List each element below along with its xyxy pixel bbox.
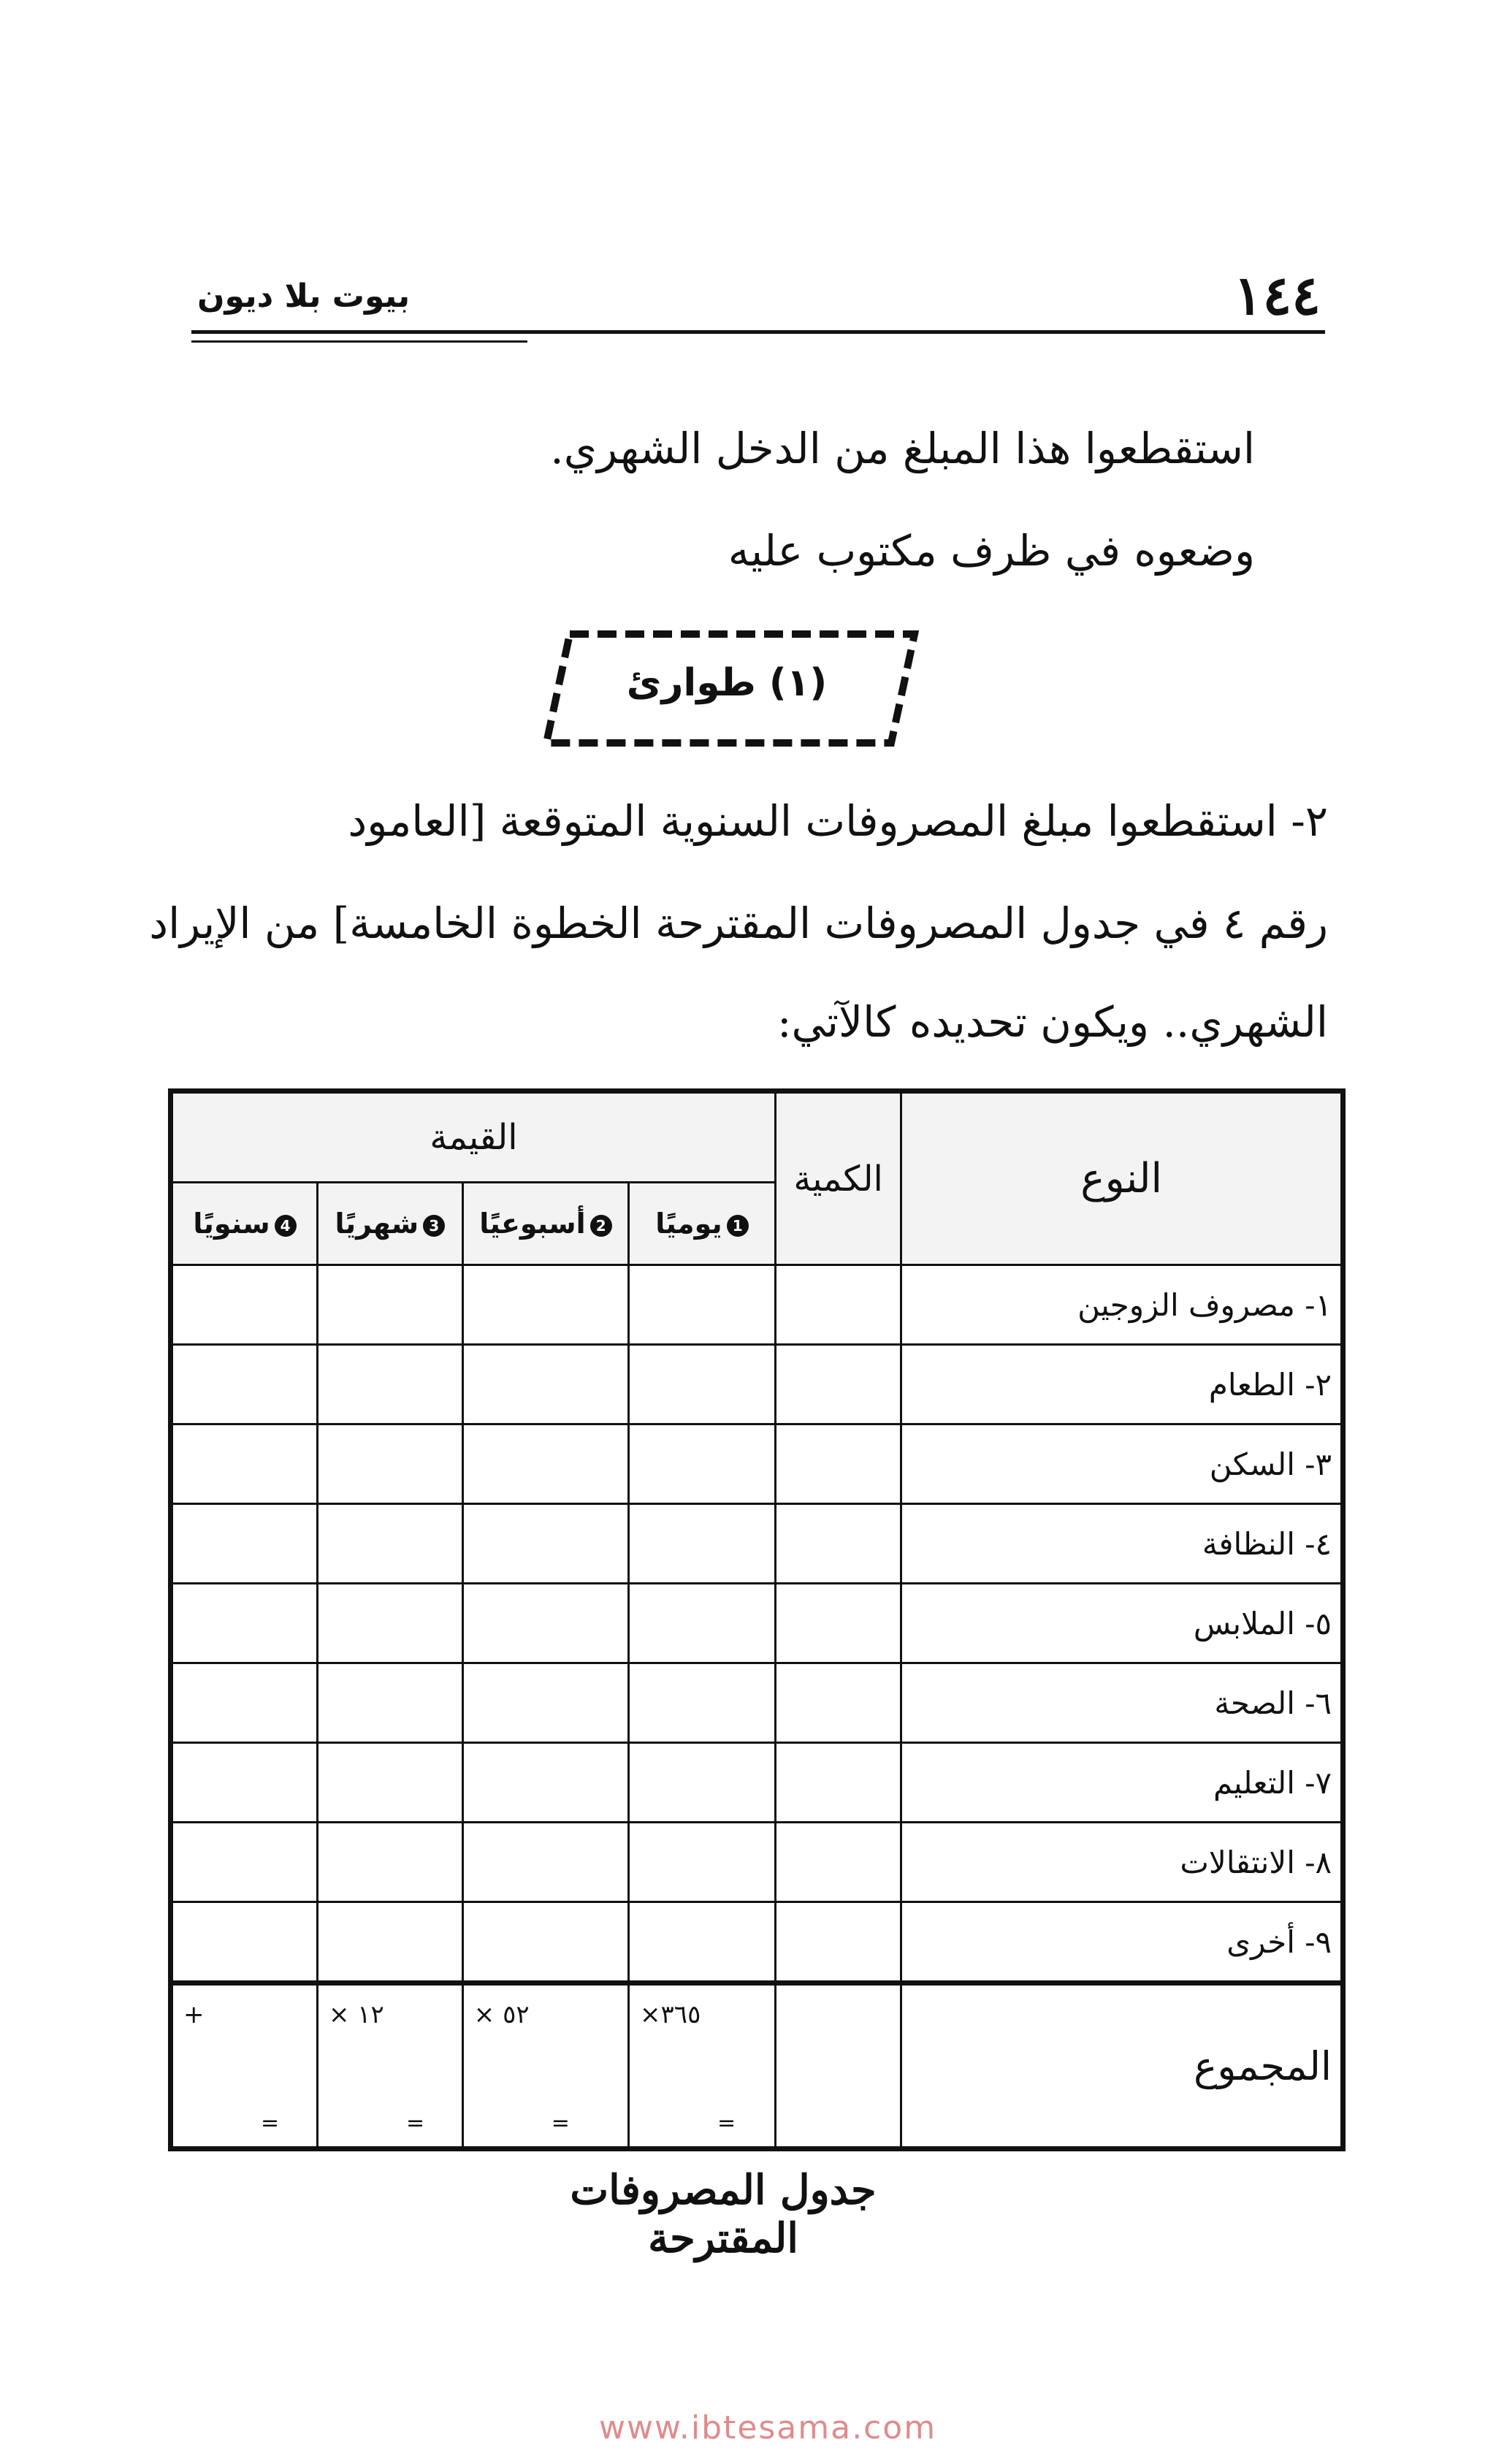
cell: [629, 1345, 776, 1424]
cell: [629, 1663, 776, 1743]
cell: [462, 1424, 628, 1504]
header-yearly: [171, 1183, 318, 1265]
page-number: ١٤٤: [1233, 264, 1321, 327]
equals-sign: =: [717, 2110, 736, 2136]
header-rule: [191, 330, 1325, 334]
total-yearly-cell: [171, 1983, 318, 2149]
cell: [317, 1345, 462, 1424]
total-weekly-cell: [462, 1983, 628, 2149]
cell: [462, 1504, 628, 1584]
cell: [462, 1584, 628, 1663]
cell: [171, 1663, 318, 1743]
cell: [462, 1345, 628, 1424]
cell: [629, 1265, 776, 1345]
table-row: [171, 1345, 1343, 1424]
table-row: [171, 1504, 1343, 1584]
header-daily-label: يوميًا: [655, 1208, 722, 1240]
equals-sign: =: [405, 2110, 425, 2136]
header-value: القيمة: [171, 1091, 776, 1183]
header-weekly-label: أسبوعيًا: [479, 1208, 586, 1240]
cell: [775, 1584, 901, 1663]
table-row: [171, 1265, 1343, 1345]
cell: [629, 1823, 776, 1902]
cell: [171, 1743, 318, 1823]
row-label: ٣- السكن: [901, 1424, 1343, 1504]
cell: [171, 1265, 318, 1345]
cell: [171, 1504, 318, 1584]
table-row: [171, 1584, 1343, 1663]
total-daily-multiplier: ٣٦٥×: [640, 2000, 701, 2029]
number-badge-1: 1: [727, 1215, 749, 1237]
header-monthly-label: شهريًا: [335, 1208, 419, 1240]
header-type: النوع: [901, 1091, 1343, 1265]
cell: [629, 1902, 776, 1983]
cell: [775, 1265, 901, 1345]
header-yearly-label: سنويًا: [193, 1208, 270, 1240]
cell: [775, 1743, 901, 1823]
table-row: [171, 1663, 1343, 1743]
total-label: المجموع: [901, 1983, 1343, 2149]
running-title: بيوت بلا ديون: [197, 278, 411, 315]
total-row: [171, 1983, 1343, 2149]
body-line-2: وضعوه في ظرف مكتوب عليه: [728, 526, 1255, 576]
total-daily-cell: [629, 1983, 776, 2149]
row-label: ١- مصروف الزوجين: [901, 1265, 1343, 1345]
cell: [317, 1663, 462, 1743]
cell: [317, 1265, 462, 1345]
expense-table: [168, 1088, 1346, 2151]
emergency-label: (١) طوارئ: [626, 661, 828, 705]
cell: [171, 1584, 318, 1663]
cell: [462, 1743, 628, 1823]
row-label: ٤- النظافة: [901, 1504, 1343, 1584]
cell: [462, 1663, 628, 1743]
total-yearly-plus: +: [183, 2000, 205, 2029]
table-row: [171, 1743, 1343, 1823]
cell: [629, 1584, 776, 1663]
cell: [171, 1902, 318, 1983]
cell: [317, 1584, 462, 1663]
cell: [629, 1424, 776, 1504]
website-watermark[interactable]: www.ibtesama.com: [599, 2409, 937, 2446]
equals-sign: =: [551, 2110, 570, 2136]
cell: [317, 1743, 462, 1823]
total-weekly-multiplier: ٥٢ ×: [473, 2000, 530, 2029]
header-daily: [629, 1183, 776, 1265]
paragraph-2-line-1: ٢- استقطعوا مبلغ المصروفات السنوية المتوقعة [العامود: [348, 796, 1328, 846]
number-badge-2: 2: [590, 1215, 612, 1237]
cell: [317, 1823, 462, 1902]
header-rule-secondary: [191, 340, 527, 343]
paragraph-2-line-3: الشهري.. ويكون تحديده كالآتي:: [777, 997, 1328, 1047]
cell: [629, 1504, 776, 1584]
cell: [775, 1345, 901, 1424]
row-label: ٧- التعليم: [901, 1743, 1343, 1823]
cell: [171, 1345, 318, 1424]
number-badge-4: 4: [275, 1215, 297, 1237]
cell: [462, 1265, 628, 1345]
paragraph-2-line-2: رقم ٤ في جدول المصروفات المقترحة الخطوة الخامسة] من الإيراد: [149, 899, 1328, 948]
table-row: [171, 1424, 1343, 1504]
number-badge-3: 3: [423, 1215, 445, 1237]
cell: [775, 1663, 901, 1743]
cell: [462, 1902, 628, 1983]
cell: [775, 1424, 901, 1504]
cell: [317, 1424, 462, 1504]
header-weekly: [462, 1183, 628, 1265]
cell: [171, 1823, 318, 1902]
row-label: ٩- أخرى: [901, 1902, 1343, 1983]
table-row: [171, 1823, 1343, 1902]
cell: [775, 1902, 901, 1983]
row-label: ٦- الصحة: [901, 1663, 1343, 1743]
cell: [775, 1823, 901, 1902]
total-monthly-cell: [317, 1983, 462, 2149]
table-caption: جدول المصروفات المقترحة: [570, 2166, 877, 2262]
cell: [775, 1504, 901, 1584]
cell: [317, 1902, 462, 1983]
row-label: ٥- الملابس: [901, 1584, 1343, 1663]
row-label: ٨- الانتقالات: [901, 1823, 1343, 1902]
cell: [629, 1743, 776, 1823]
body-line-1: استقطعوا هذا المبلغ من الدخل الشهري.: [550, 424, 1255, 473]
total-quantity-cell: [775, 1983, 901, 2149]
header-monthly: [317, 1183, 462, 1265]
total-monthly-multiplier: ١٢ ×: [328, 2000, 384, 2029]
row-label: ٢- الطعام: [901, 1345, 1343, 1424]
cell: [462, 1823, 628, 1902]
equals-sign: =: [261, 2110, 280, 2136]
table-row: [171, 1902, 1343, 1983]
cell: [171, 1424, 318, 1504]
cell: [317, 1504, 462, 1584]
header-quantity: الكمية: [775, 1091, 901, 1265]
